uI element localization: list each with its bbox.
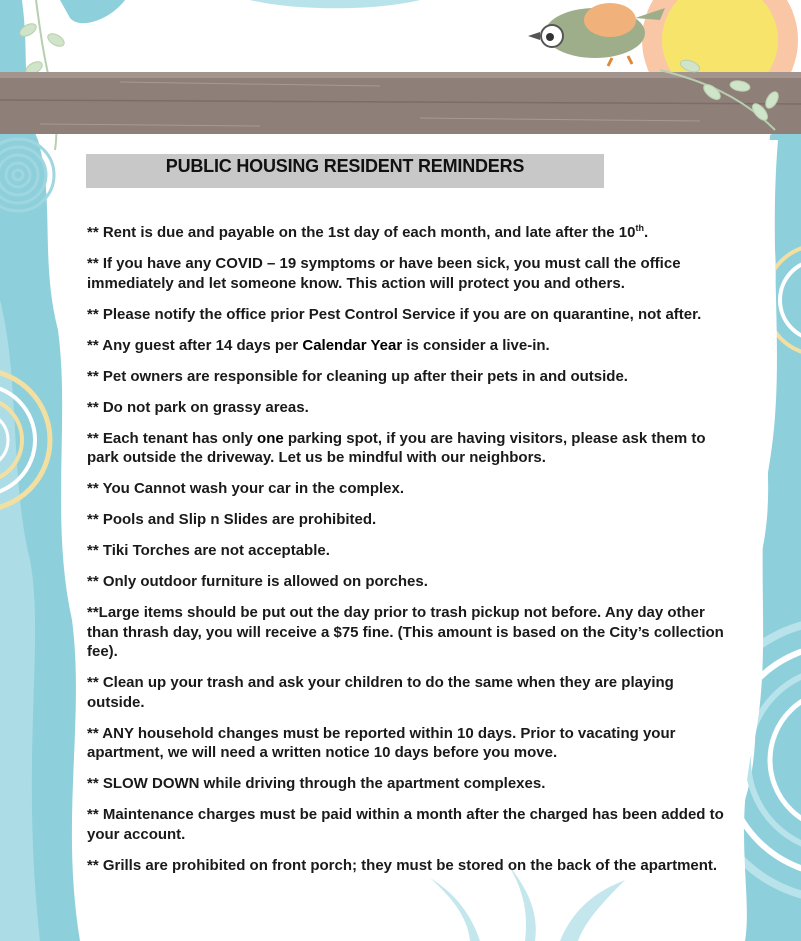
rule-item — [87, 336, 727, 356]
rule-text: ** SLOW DOWN while driving through the apartment complexes. — [87, 775, 546, 792]
rule-text: ** Only outdoor furniture is allowed on porches. — [87, 573, 428, 590]
rule-text-end: . — [643, 224, 649, 241]
rule-text: ** You Cannot wash your car in the complex. — [87, 480, 405, 497]
rule-item — [87, 774, 727, 794]
title-bar — [86, 154, 604, 188]
rule-text: ** Rent is due and payable on the 1st day of each month, and late after the 10 — [87, 224, 636, 241]
rule-text-end: parking spot, if you are having visitors, please ask them to park outside the driveway. Let us be mindful with our neighbors. — [87, 429, 706, 466]
rule-item — [87, 603, 727, 662]
rule-item — [87, 367, 727, 387]
rule-text: ** If you have any COVID – 19 symptoms or have been sick, you must call the office immediately and let someone know. This action will protect you and others. — [87, 255, 681, 292]
rule-item — [87, 254, 727, 293]
rule-item — [87, 510, 727, 530]
rule-text: ** Do not park on grassy areas. — [87, 398, 309, 416]
rule-text: ** ANY household changes must be reported within 10 days. Prior to vacating your apartment, we will need a written notice 10 days before you move. — [87, 724, 676, 761]
rule-text: ** Maintenance charges must be paid within a month after the charged has been added to your account. — [87, 806, 724, 843]
rule-text: ** Any guest after 14 days per — [87, 336, 303, 354]
rule-item — [87, 673, 727, 712]
rule-text: ** Tiki Torches are not acceptable. — [87, 542, 330, 559]
rule-item — [87, 541, 727, 561]
rule-item — [87, 223, 727, 243]
rule-text-end: is consider a live-in. — [402, 336, 550, 354]
rule-text: ** Please notify the office prior Pest Control Service if you are on quarantine, not after. — [87, 305, 702, 323]
rule-text: **Large items should be put out the day prior to trash pickup not before. Any day other than thrash day, you will receive a $75 fine. (This amount is based on the City’s collection fee). — [87, 604, 724, 660]
rule-item — [87, 805, 727, 844]
rule-text: ** Clean up your trash and ask your children to do the same when they are playing outside. — [87, 674, 674, 711]
rule-item — [87, 305, 727, 325]
rule-text: ** Pet owners are responsible for cleaning up after their pets in and outside. — [87, 367, 628, 385]
rule-text: ** Pools and Slip n Slides are prohibited. — [87, 511, 377, 528]
rule-item — [87, 429, 727, 468]
rule-item — [87, 479, 727, 499]
page-title: PUBLIC HOUSING RESIDENT REMINDERS — [165, 156, 525, 176]
rule-text: ** Grills are prohibited on front porch; they must be stored on the back of the apartment. — [87, 856, 718, 874]
rule-item — [87, 856, 727, 876]
rule-emphasis: Calendar Year — [302, 336, 403, 354]
rule-item — [87, 724, 727, 763]
rules-list — [87, 223, 727, 887]
rule-item — [87, 572, 727, 592]
wood-plank — [0, 72, 801, 134]
rule-text: ** Each tenant has only — [87, 429, 258, 447]
rule-item — [87, 398, 727, 418]
rule-emphasis: one — [257, 429, 284, 447]
rule-superscript: th — [635, 223, 644, 233]
